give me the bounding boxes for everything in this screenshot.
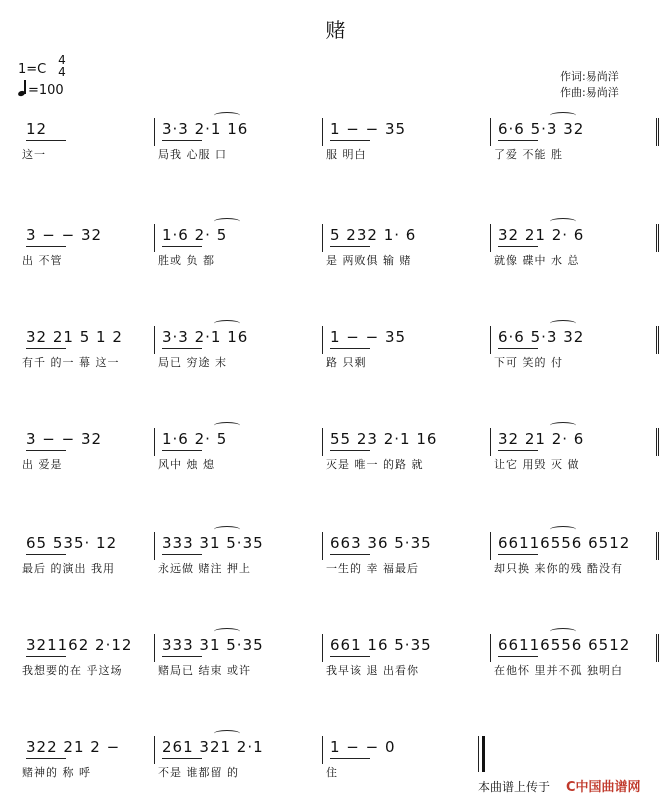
- measure-notes: 1·6 2· 5: [162, 430, 228, 448]
- composer-credit: 作曲:易尚洋: [560, 86, 619, 99]
- time-signature-bottom: 4: [58, 65, 66, 79]
- measure-lyrics: 出 不管: [22, 254, 63, 267]
- measure-lyrics: 路 只剩: [326, 356, 367, 369]
- beam-line: [26, 246, 66, 247]
- barline: [658, 634, 659, 662]
- slur-mark: [550, 628, 576, 635]
- barline: [658, 326, 659, 354]
- score-line: [14, 224, 664, 284]
- barline: [490, 428, 491, 456]
- measure-lyrics: 出 爱是: [22, 458, 63, 471]
- barline: [154, 326, 155, 354]
- score-line: [14, 326, 664, 386]
- measure-notes: 1 − − 35: [330, 120, 407, 138]
- measure-notes: 1·6 2· 5: [162, 226, 228, 244]
- barline: [490, 634, 491, 662]
- barline: [490, 326, 491, 354]
- beam-line: [162, 140, 202, 141]
- beam-line: [162, 758, 202, 759]
- slur-mark: [214, 218, 240, 225]
- score-line: [14, 118, 664, 178]
- measure-notes: 5 232 1· 6: [330, 226, 417, 244]
- measure-notes: 6·6 5·3 32: [498, 328, 585, 346]
- slur-mark: [214, 628, 240, 635]
- beam-line: [498, 554, 538, 555]
- slur-mark: [214, 730, 240, 737]
- measure-lyrics: 就像 碟中 水 总: [494, 254, 580, 267]
- barline: [322, 532, 323, 560]
- measure-notes: 333 31 5·35: [162, 636, 264, 654]
- measure-lyrics: 住: [326, 766, 338, 779]
- barline: [322, 224, 323, 252]
- time-signature-top: 4: [58, 53, 66, 67]
- beam-line: [26, 656, 66, 657]
- beam-line: [498, 140, 538, 141]
- measure-lyrics: 在他怀 里并不孤 独明白: [494, 664, 623, 677]
- line-end-barline: [656, 326, 657, 354]
- slur-mark: [550, 218, 576, 225]
- beam-line: [330, 656, 370, 657]
- slur-mark: [214, 112, 240, 119]
- measure-notes: 66116556 6512: [498, 534, 631, 552]
- measure-notes: 3 − − 32: [26, 430, 103, 448]
- score-line: [14, 634, 664, 694]
- slur-mark: [550, 320, 576, 327]
- measure-lyrics: 让它 用毁 灭 做: [494, 458, 580, 471]
- slur-mark: [214, 422, 240, 429]
- measure-lyrics: 胜或 负 都: [158, 254, 215, 267]
- site-logo: [566, 776, 641, 795]
- beam-line: [330, 758, 370, 759]
- line-end-barline: [656, 118, 657, 146]
- key-signature: 1=C: [18, 62, 47, 77]
- measure-lyrics: 不是 谁都留 的: [158, 766, 239, 779]
- measure-notes: 661 16 5·35: [330, 636, 432, 654]
- slur-mark: [550, 112, 576, 119]
- measure-notes: 3 − − 32: [26, 226, 103, 244]
- measure-notes: 6·6 5·3 32: [498, 120, 585, 138]
- measure-lyrics: 风中 烛 熄: [158, 458, 215, 471]
- measure-notes: 261 321 2·1: [162, 738, 264, 756]
- measure-lyrics: 下可 笑的 付: [494, 356, 563, 369]
- measure-notes: 321162 2·12: [26, 636, 133, 654]
- barline: [658, 118, 659, 146]
- measure-notes: 32 21 2· 6: [498, 226, 585, 244]
- final-barline-thick: [482, 736, 485, 772]
- measure-lyrics: 却只换 来你的残 酷没有: [494, 562, 623, 575]
- barline: [658, 428, 659, 456]
- barline: [490, 532, 491, 560]
- measure-notes: 333 31 5·35: [162, 534, 264, 552]
- measure-lyrics: 这一: [22, 148, 46, 161]
- measure-notes: 32 21 5 1 2: [26, 328, 123, 346]
- final-barline-thin: [478, 736, 479, 772]
- barline: [154, 118, 155, 146]
- barline: [154, 532, 155, 560]
- slur-mark: [214, 320, 240, 327]
- measure-lyrics: 一生的 幸 福最后: [326, 562, 419, 575]
- measure-lyrics: 最后 的演出 我用: [22, 562, 115, 575]
- beam-line: [330, 246, 370, 247]
- line-end-barline: [656, 224, 657, 252]
- beam-line: [162, 246, 202, 247]
- beam-line: [330, 450, 370, 451]
- barline: [322, 326, 323, 354]
- barline: [322, 428, 323, 456]
- song-title: 赌: [325, 18, 346, 42]
- beam-line: [26, 554, 66, 555]
- measure-notes: 1 − − 0: [330, 738, 396, 756]
- time-signature: [56, 54, 68, 78]
- barline: [154, 224, 155, 252]
- beam-line: [330, 554, 370, 555]
- logo-icon: C: [566, 780, 576, 795]
- score-line: [14, 428, 664, 488]
- measure-lyrics: 赌局已 结束 或许: [158, 664, 251, 677]
- beam-line: [26, 140, 66, 141]
- measure-notes: 55 23 2·1 16: [330, 430, 438, 448]
- barline: [154, 634, 155, 662]
- beam-line: [162, 450, 202, 451]
- beam-line: [26, 348, 66, 349]
- beam-line: [162, 656, 202, 657]
- line-end-barline: [656, 428, 657, 456]
- beam-line: [498, 246, 538, 247]
- beam-line: [498, 450, 538, 451]
- tempo-value: =100: [28, 83, 64, 98]
- beam-line: [26, 758, 66, 759]
- measure-notes: 322 21 2 −: [26, 738, 121, 756]
- measure-lyrics: 局已 穷途 末: [158, 356, 227, 369]
- beam-line: [498, 348, 538, 349]
- lyricist-credit: 作词:易尚洋: [560, 70, 619, 83]
- tempo-marking: [18, 82, 64, 98]
- measure-notes: 32 21 2· 6: [498, 430, 585, 448]
- logo-text: 中国曲谱网: [575, 780, 641, 795]
- measure-notes: 66116556 6512: [498, 636, 631, 654]
- barline: [322, 118, 323, 146]
- measure-lyrics: 永远做 赌注 押上: [158, 562, 251, 575]
- beam-line: [330, 348, 370, 349]
- line-end-barline: [656, 532, 657, 560]
- slur-mark: [550, 526, 576, 533]
- barline: [322, 736, 323, 764]
- line-end-barline: [656, 634, 657, 662]
- measure-notes: 663 36 5·35: [330, 534, 432, 552]
- barline: [490, 118, 491, 146]
- barline: [154, 736, 155, 764]
- quarter-note-icon: [18, 82, 28, 96]
- beam-line: [498, 656, 538, 657]
- measure-lyrics: 赌神的 称 呼: [22, 766, 91, 779]
- score-line: [14, 532, 664, 592]
- measure-notes: 1 − − 35: [330, 328, 407, 346]
- beam-line: [330, 140, 370, 141]
- measure-notes: 3·3 2·1 16: [162, 328, 249, 346]
- barline: [154, 428, 155, 456]
- barline: [658, 224, 659, 252]
- slur-mark: [214, 526, 240, 533]
- barline: [490, 224, 491, 252]
- measure-notes: 3·3 2·1 16: [162, 120, 249, 138]
- beam-line: [162, 348, 202, 349]
- measure-notes: 12: [26, 120, 48, 138]
- beam-line: [26, 450, 66, 451]
- slur-mark: [550, 422, 576, 429]
- upload-notice: 本曲谱上传于: [478, 780, 551, 794]
- measure-notes: 65 535· 12: [26, 534, 118, 552]
- barline: [322, 634, 323, 662]
- measure-lyrics: 有千 的一 幕 这一: [22, 356, 120, 369]
- measure-lyrics: 局我 心服 口: [158, 148, 227, 161]
- measure-lyrics: 我想要的在 乎这场: [22, 664, 123, 677]
- measure-lyrics: 是 两败俱 输 赌: [326, 254, 412, 267]
- measure-lyrics: 服 明白: [326, 148, 367, 161]
- barline: [658, 532, 659, 560]
- measure-lyrics: 我早该 退 出看你: [326, 664, 419, 677]
- beam-line: [162, 554, 202, 555]
- measure-lyrics: 了爱 不能 胜: [494, 148, 563, 161]
- measure-lyrics: 灭是 唯一 的路 就: [326, 458, 424, 471]
